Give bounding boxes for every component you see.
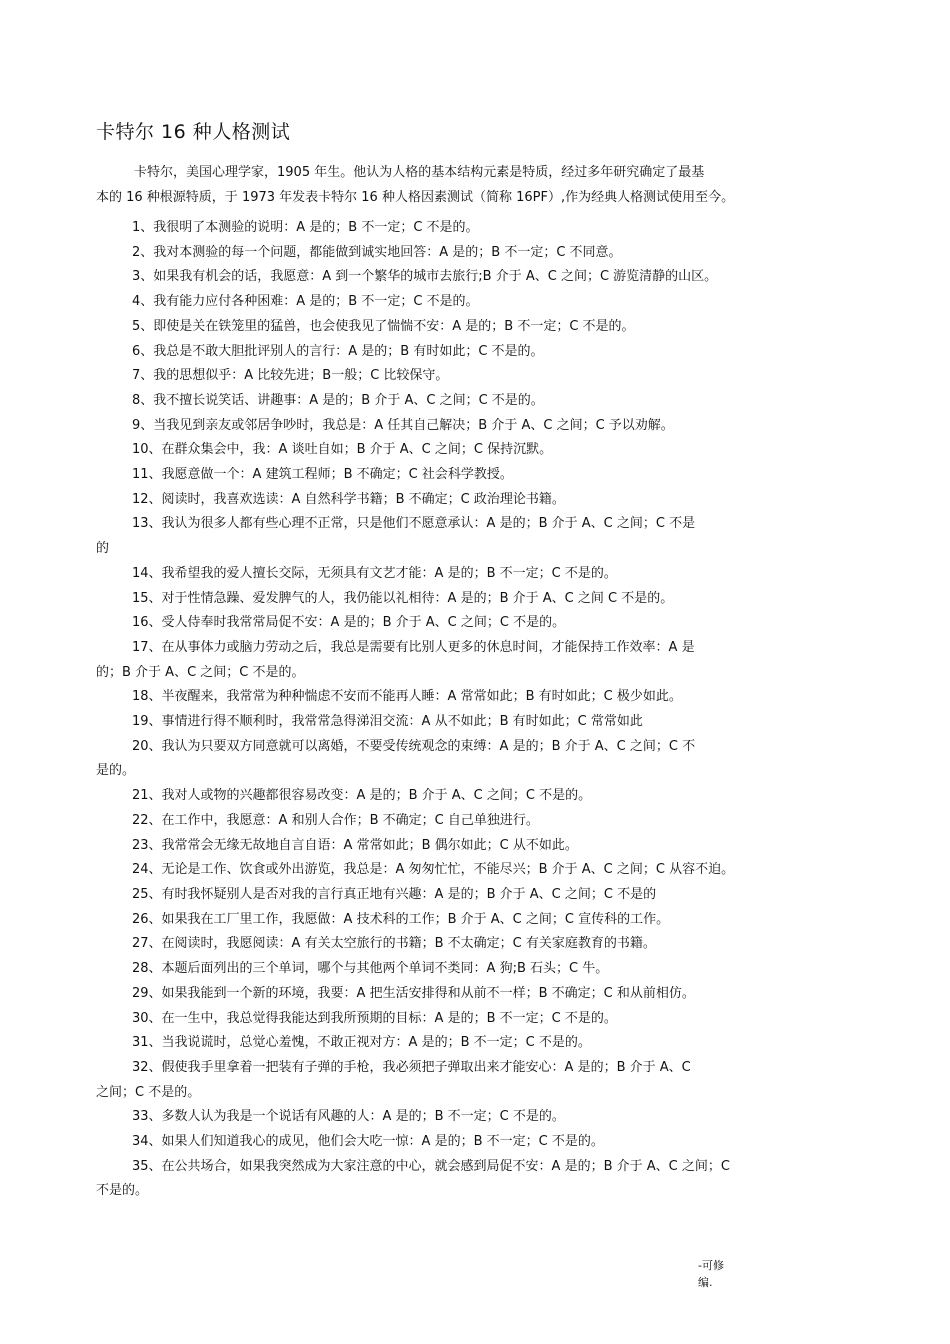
question-text: 26、如果我在工厂里工作，我愿做：A 技术科的工作；B 介于 A、C 之间；C 宣传科的工作。 — [132, 911, 670, 927]
question-text: 25、有时我怀疑别人是否对我的言行真正地有兴趣：A 是的；B 介于 A、C 之间；C 不是的 — [132, 886, 657, 902]
question-item — [96, 685, 856, 710]
question-item — [96, 512, 856, 561]
question-item — [96, 1007, 856, 1032]
question-item — [96, 1130, 856, 1155]
footer-line: 编. — [698, 1276, 713, 1289]
question-item — [96, 340, 856, 365]
question-text: 21、我对人或物的兴趣都很容易改变：A 是的；B 介于 A、C 之间；C 不是的。 — [132, 788, 592, 804]
question-text: 22、在工作中，我愿意：A 和别人合作；B 不确定；C 自己单独进行。 — [132, 812, 539, 828]
question-item — [96, 784, 856, 809]
question-item — [96, 834, 856, 859]
question-text: 30、在一生中，我总觉得我能达到我所预期的目标：A 是的；B 不一定；C 不是的。 — [132, 1010, 617, 1026]
question-list — [96, 216, 856, 1204]
question-item — [96, 1031, 856, 1056]
question-item — [96, 414, 856, 439]
question-item — [96, 389, 856, 414]
question-text: 14、我希望我的爱人擅长交际，无须具有文艺才能：A 是的；B 不一定；C 不是的。 — [132, 565, 617, 581]
question-text: 18、半夜醒来，我常常为种种惴虑不安而不能再人睡：A 常常如此；B 有时如此；C 极少如此。 — [132, 689, 682, 705]
question-item — [96, 290, 856, 315]
question-text: 28、本题后面列出的三个单词，哪个与其他两个单词不类同：A 狗;B 石头；C 牛。 — [132, 961, 609, 977]
question-item — [96, 562, 856, 587]
footer-line: -可修 — [698, 1259, 724, 1272]
intro-line: 本的 16 种根源特质，于 1973 年发表卡特尔 16 种人格因素测试（简称 16PF）,作为经典人格测试使用至今。 — [96, 190, 735, 205]
question-text: 19、事情进行得不顺利时，我常常急得涕泪交流：A 从不如此；B 有时如此；C 常常如此 — [132, 714, 643, 730]
question-item — [96, 932, 856, 957]
question-item — [96, 463, 856, 488]
question-text: 8、我不擅长说笑话、讲趣事：A 是的；B 介于 A、C 之间；C 不是的。 — [132, 392, 544, 408]
question-text: 33、多数人认为我是一个说话有风趣的人：A 是的；B 不一定；C 不是的。 — [132, 1109, 565, 1125]
question-item — [96, 735, 856, 784]
question-text: 12、阅读时，我喜欢选读：A 自然科学书籍；B 不确定；C 政治理论书籍。 — [132, 491, 565, 507]
question-text: 9、当我见到亲友或邻居争吵时，我总是：A 任其自己解决；B 介于 A、C 之间；C 予以劝解。 — [132, 417, 674, 433]
footer-note — [698, 1257, 724, 1291]
question-item — [96, 982, 856, 1007]
question-item — [96, 216, 856, 241]
question-item — [96, 315, 856, 340]
question-item — [96, 241, 856, 266]
question-item — [96, 883, 856, 908]
question-text: 5、即使是关在铁笼里的猛兽，也会使我见了惴惴不安：A 是的；B 不一定；C 不是的。 — [132, 318, 635, 334]
question-item — [96, 636, 856, 685]
question-text: 32、假使我手里拿着一把装有子弹的手枪，我必须把子弹取出来才能安心：A 是的；B 介于 A、C — [132, 1059, 691, 1075]
question-text: 31、当我说谎时，总觉心羞愧，不敢正视对方：A 是的；B 不一定；C 不是的。 — [132, 1035, 591, 1051]
question-text: 11、我愿意做一个：A 建筑工程师；B 不确定；C 社会科学教授。 — [132, 467, 513, 483]
question-text: 2、我对本测验的每一个问题，都能做到诚实地回答：A 是的；B 不一定；C 不同意。 — [132, 244, 622, 260]
question-item — [96, 611, 856, 636]
question-text: 3、如果我有机会的话，我愿意：A 到一个繁华的城市去旅行;B 介于 A、C 之间；C 游览清静的山区。 — [132, 269, 718, 285]
question-text: 7、我的思想似乎：A 比较先进；B一般；C 比较保守。 — [132, 368, 449, 384]
question-item — [96, 488, 856, 513]
question-text: 16、受人侍奉时我常常局促不安：A 是的；B 介于 A、C 之间；C 不是的。 — [132, 615, 566, 631]
question-text: 34、如果人们知道我心的成见，他们会大吃一惊：A 是的；B 不一定；C 不是的。 — [132, 1134, 604, 1150]
question-text: 1、我很明了本测验的说明：A 是的；B 不一定；C 不是的。 — [132, 220, 479, 235]
question-continuation: 是的。 — [96, 763, 136, 779]
question-text: 27、在阅读时，我愿阅读：A 有关太空旅行的书籍；B 不太确定；C 有关家庭教育的书籍。 — [132, 936, 656, 952]
question-text: 20、我认为只要双方同意就可以离婚，不要受传统观念的束缚：A 是的；B 介于 A、C 之间；C 不 — [132, 738, 696, 754]
question-continuation: 不是的。 — [96, 1183, 149, 1199]
question-continuation: 的；B 介于 A、C 之间；C 不是的。 — [96, 664, 305, 680]
question-item — [96, 908, 856, 933]
question-text: 10、在群众集会中，我：A 谈吐自如；B 介于 A、C 之间；C 保持沉默。 — [132, 442, 553, 458]
question-item — [96, 438, 856, 463]
question-continuation: 之间；C 不是的。 — [96, 1084, 201, 1100]
question-item — [96, 710, 856, 735]
page-title: 卡特尔 16 种人格测试 — [96, 121, 291, 143]
question-item — [96, 858, 856, 883]
question-item — [96, 1155, 856, 1204]
question-item — [96, 265, 856, 290]
question-text: 4、我有能力应付各种困难：A 是的；B 不一定；C 不是的。 — [132, 294, 479, 310]
question-text: 24、无论是工作、饮食或外出游览，我总是：A 匆匆忙忙，不能尽兴；B 介于 A、C 之间；C 从容不迫。 — [132, 862, 735, 878]
question-item — [96, 364, 856, 389]
question-text: 17、在从事体力或脑力劳动之后，我总是需要有比别人更多的休息时间，才能保持工作效率：A 是 — [132, 639, 695, 655]
question-text: 29、如果我能到一个新的环境，我要：A 把生活安排得和从前不一样；B 不确定；C 和从前相仿。 — [132, 985, 695, 1001]
intro-line: 卡特尔，美国心理学家，1905 年生。他认为人格的基本结构元素是特质，经过多年研究确定了最基 — [134, 165, 705, 180]
question-text: 6、我总是不敢大胆批评别人的言行：A 是的；B 有时如此；C 不是的。 — [132, 343, 544, 359]
question-item — [96, 809, 856, 834]
question-text: 13、我认为很多人都有些心理不正常，只是他们不愿意承认：A 是的；B 介于 A、C 之间；C 不是 — [132, 516, 696, 532]
question-item — [96, 957, 856, 982]
question-item — [96, 1056, 856, 1105]
question-text: 23、我常常会无缘无故地自言自语：A 常常如此；B 偶尔如此；C 从不如此。 — [132, 837, 578, 853]
question-item — [96, 587, 856, 612]
question-item — [96, 1105, 856, 1130]
question-text: 15、对于性情急躁、爱发脾气的人，我仍能以礼相待：A 是的；B 介于 A、C 之间 C 不是的。 — [132, 590, 674, 606]
question-text: 35、在公共场合，如果我突然成为大家注意的中心，就会感到局促不安：A 是的；B 介于 A、C 之间；C — [132, 1158, 730, 1174]
question-continuation: 的 — [96, 541, 110, 557]
intro-paragraph — [96, 160, 856, 210]
